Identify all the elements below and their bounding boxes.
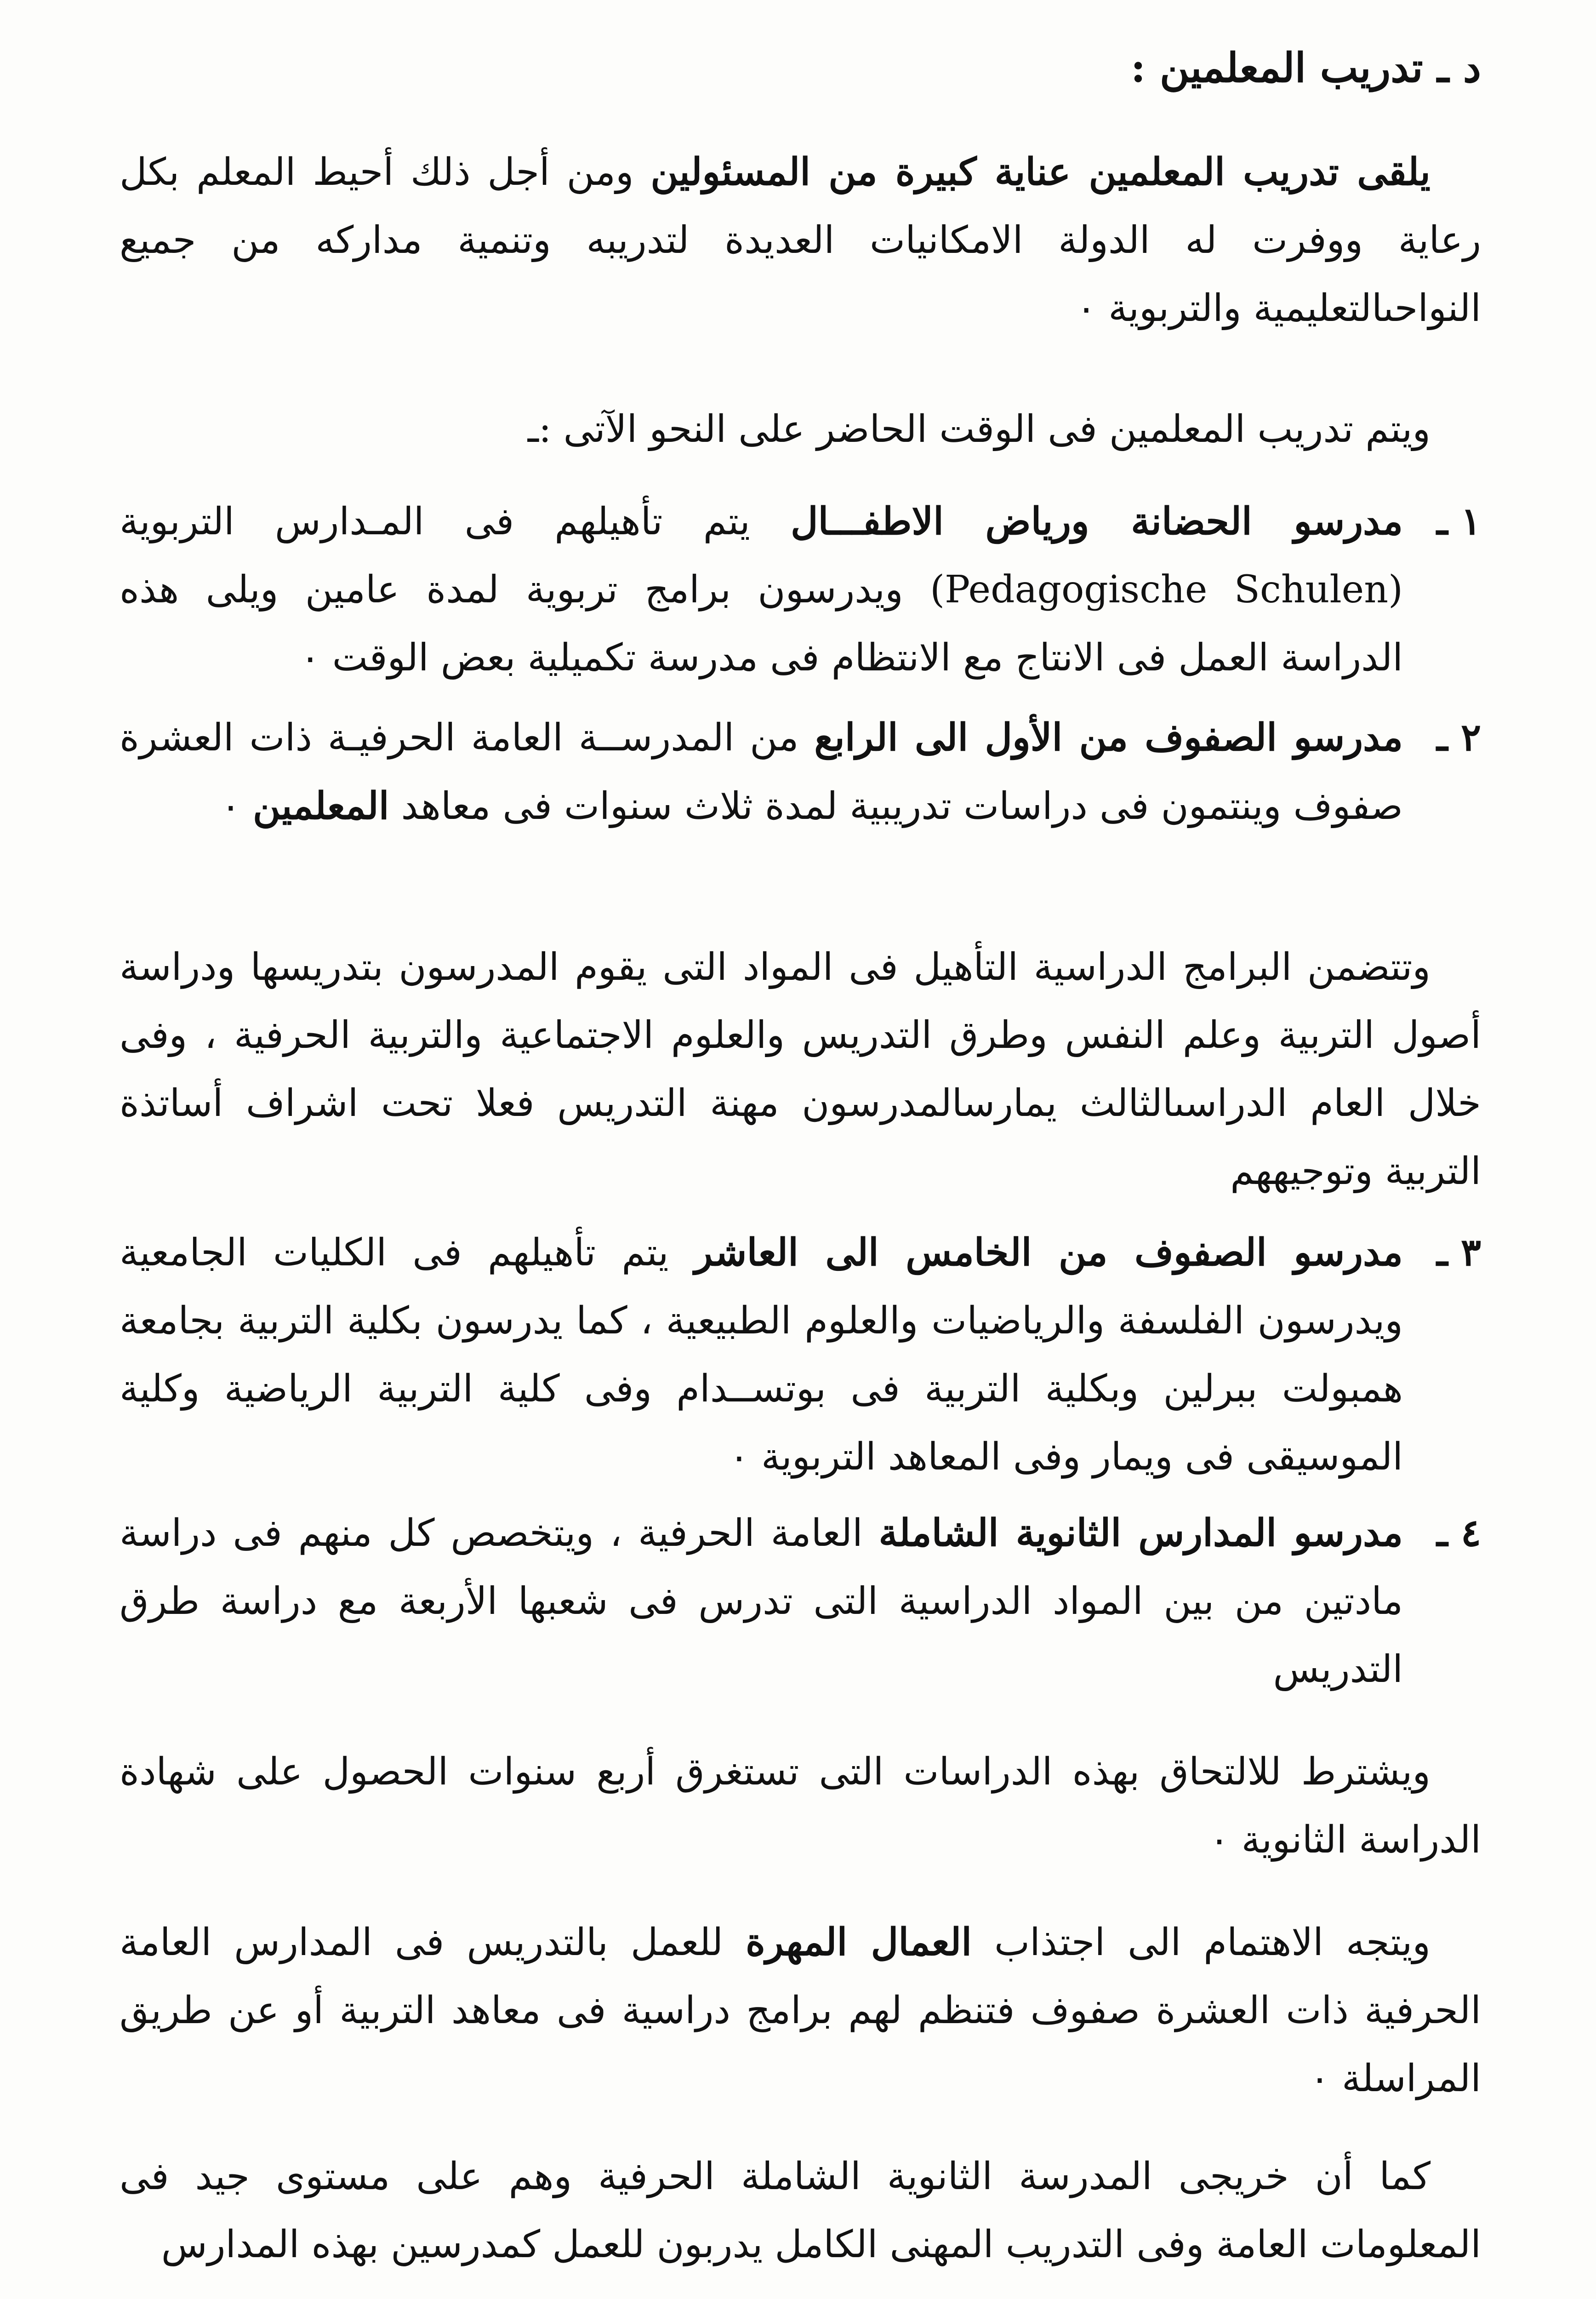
graduates-text: كما أن خريجى المدرسة الثانوية الشاملة الحرفية وهم على مستوى جيد فى المعلومات العامة وفى التدريب المهنى الكامل يدربون للعمل كمدرسين بهذه المدارس (120, 2155, 1481, 2266)
list-item-title: مدرسو الحضانة ورياض الاطفـــال (790, 499, 1403, 543)
intro-paragraph (120, 138, 1481, 343)
skilled-text-start: ويتجه الاهتمام الى اجتذاب (971, 1921, 1431, 1964)
list-item-bold-word: المعلمين (253, 784, 389, 828)
list-item-4 (120, 1499, 1481, 1704)
list-item-title: مدرسو المدارس الثانوية الشاملة (878, 1511, 1403, 1555)
curriculum-text: وتتضمن البرامج الدراسية التأهيل فى المواد التى يقوم المدرسون بتدريسها ودراسة أصول التربية وعلم النفس وطرق التدريس والعلوم الاجتماعية والتربية الحرفية ، وفى خلال العام الدراسىالثالث يمارسالمدرسون مهنة التدريس فعلا تحت اشراف أساتذة التربية وتوجيههم (120, 945, 1481, 1193)
list-item-text-cont: ويدرسون برامج تربوية لمدة عامين ويلى هذه الدراسة العمل فى الانتاج مع الانتظام فى مدرسة تكميلية بعض الوقت ٠ (120, 568, 1403, 680)
lead-in-paragraph (120, 395, 1481, 463)
list-item-text: يتم تأهيلهم فى الكليات الجامعية ويدرسون الفلسفة والرياضيات والعلوم الطبيعية ، كما يدرسون بكلية التربية بجامعة همبولت ببرلين وبكلية التربية فى بوتســدام وفى كلية التربية الرياضية وكلية الموسيقى فى ويمار وفى المعاهد التربوية ٠ (120, 1231, 1403, 1479)
skilled-workers-paragraph (120, 1908, 1481, 2113)
skilled-bold-text: العمال المهرة (746, 1920, 972, 1964)
latin-term: (Pedagogische Schulen) (930, 568, 1403, 612)
intro-bold-text: يلقى تدريب المعلمين عناية كبيرة من المسئولين (650, 150, 1431, 194)
list-item-text: العامة الحرفية ، ويتخصص كل منهم فى دراسة مادتين من بين المواد الدراسية التى تدرس فى شعبها الأربعة مع دراسة طرق التدريس (120, 1511, 1403, 1691)
admission-text: ويشترط للالتحاق بهذه الدراسات التى تستغرق أربع سنوات الحصول على شهادة الدراسة الثانوية ٠ (120, 1750, 1481, 1862)
list-item-number: ٢ ـ (1436, 715, 1481, 760)
list-item-title: مدرسو الصفوف من الخامس الى العاشر (694, 1230, 1403, 1275)
admission-paragraph (120, 1738, 1481, 1874)
intro-text: ومن أجل ذلك أحيط المعلم بكل رعاية ووفرت له الدولة الامكانيات العديدة لتدريبه وتنمية مداركه من جميع النواحىالتعليمية والتربوية ٠ (120, 150, 1481, 330)
list-item-text: من المدرســة العامة الحرفيـة ذات العشرة صفوف وينتمون فى دراسات تدريبية لمدة ثلاث سنوات فى معاهد (120, 716, 1403, 828)
list-item-3 (120, 1218, 1481, 1491)
graduates-paragraph (120, 2143, 1481, 2279)
lead-in-text: ويتم تدريب المعلمين فى الوقت الحاضر على النحو الآتى :ـ (527, 407, 1431, 451)
list-item-number: ٤ ـ (1436, 1511, 1481, 1555)
list-item-1 (120, 487, 1481, 692)
curriculum-paragraph (120, 933, 1481, 1206)
list-item-text: يتم تأهيلهم فى المـدارس التربوية (120, 500, 791, 543)
list-item-title: مدرسو الصفوف من الأول الى الرابع (814, 715, 1403, 760)
list-item-number: ٣ ـ (1436, 1230, 1481, 1275)
section-heading: د ـ تدريب المعلمين : (1130, 44, 1481, 92)
skilled-text-end: للعمل بالتدريس فى المدارس العامة الحرفية ذات العشرة صفوف فتنظم لهم برامج دراسية فى معاهد التربية أو عن طريق المراسلة ٠ (120, 1921, 1481, 2100)
list-item-text-end: ٠ (220, 784, 253, 828)
list-item-number: ١ ـ (1436, 499, 1481, 543)
list-item-2 (120, 703, 1481, 841)
